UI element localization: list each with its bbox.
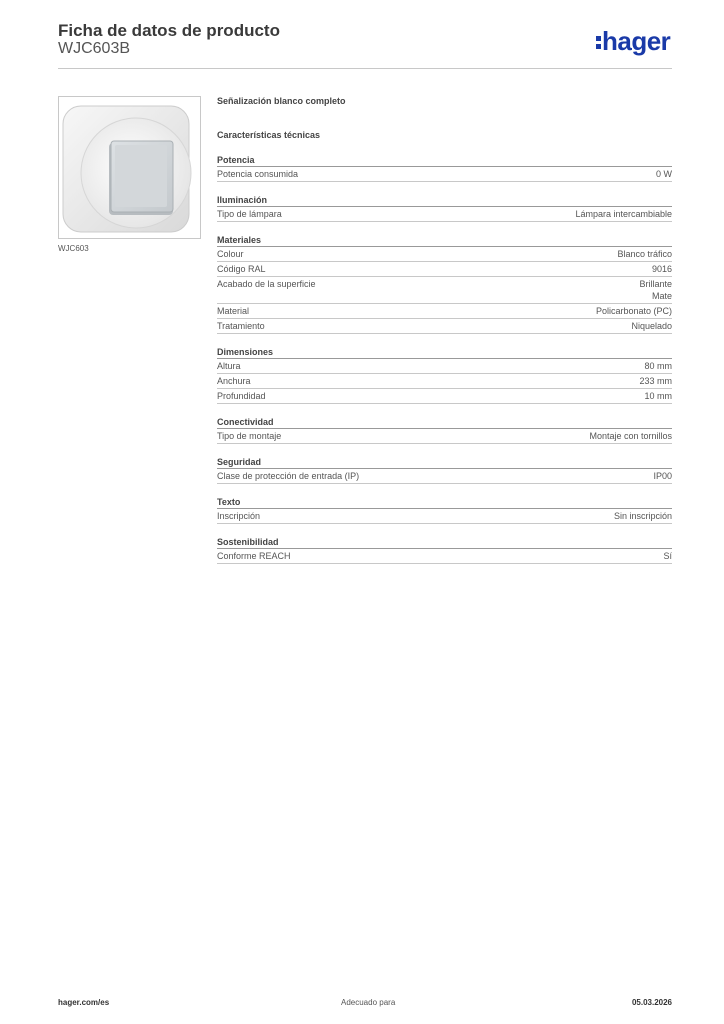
- spec-group-title: Seguridad: [217, 456, 672, 469]
- spec-label: Clase de protección de entrada (IP): [217, 471, 360, 481]
- spec-value-line: 9016: [651, 264, 672, 274]
- spec-label: Potencia consumida: [217, 169, 299, 179]
- spec-value-line: Brillante: [639, 279, 672, 289]
- spec-value-line: Policarbonato (PC): [595, 306, 672, 316]
- spec-value: [617, 248, 672, 260]
- spec-value: [631, 320, 672, 332]
- spec-group: [217, 536, 672, 564]
- footer-website: hager.com/es: [58, 998, 110, 1007]
- spec-value-line: IP00: [653, 471, 672, 481]
- spec-label: Tipo de montaje: [217, 431, 282, 441]
- product-image-caption: WJC603: [58, 244, 89, 253]
- spec-value-line: Blanco tráfico: [617, 249, 672, 259]
- spec-group: [217, 234, 672, 334]
- spec-group: [217, 346, 672, 404]
- spec-row: [217, 247, 672, 262]
- spec-row: [217, 167, 672, 182]
- spec-label: Conforme REACH: [217, 551, 291, 561]
- spec-value-line: 10 mm: [644, 391, 672, 401]
- spec-group-title: Materiales: [217, 234, 672, 247]
- spec-groups: [217, 154, 672, 564]
- spec-label: Colour: [217, 249, 244, 259]
- hager-logo: [596, 28, 670, 54]
- spec-value: [644, 390, 672, 402]
- spec-group-title: Sostenibilidad: [217, 536, 672, 549]
- spec-value: [653, 470, 672, 482]
- product-image: [59, 97, 200, 238]
- spec-value: [639, 375, 672, 387]
- logo-colon-mark: [596, 32, 601, 51]
- spec-value-line: 233 mm: [639, 376, 672, 386]
- footer-date: 05.03.2026: [631, 998, 672, 1007]
- spec-value-line: 0 W: [655, 169, 672, 179]
- spec-label: Altura: [217, 361, 241, 371]
- footer-note: Adecuado para: [341, 998, 396, 1007]
- spec-label: Código RAL: [217, 264, 266, 274]
- spec-group: [217, 456, 672, 484]
- spec-row: [217, 262, 672, 277]
- spec-value-line: 80 mm: [644, 361, 672, 371]
- spec-group-title: Potencia: [217, 154, 672, 167]
- spec-value: [652, 263, 672, 275]
- spec-value-line: Montaje con tornillos: [589, 431, 672, 441]
- spec-row: [217, 549, 672, 564]
- product-name: Señalización blanco completo: [217, 96, 346, 106]
- spec-value: [575, 208, 672, 220]
- spec-row: [217, 319, 672, 334]
- spec-value: [663, 550, 672, 562]
- spec-group-title: Texto: [217, 496, 672, 509]
- spec-group: [217, 194, 672, 222]
- spec-group-title: Dimensiones: [217, 346, 672, 359]
- spec-value-line: Sí: [663, 551, 672, 561]
- spec-row: [217, 469, 672, 484]
- spec-row: [217, 277, 672, 304]
- spec-row: [217, 429, 672, 444]
- spec-label: Acabado de la superficie: [217, 279, 316, 289]
- product-image-frame: [58, 96, 201, 239]
- spec-label: Tratamiento: [217, 321, 265, 331]
- spec-label: Tipo de lámpara: [217, 209, 282, 219]
- logo-wordmark: hager: [602, 26, 671, 56]
- spec-value: [639, 278, 672, 302]
- spec-row: [217, 389, 672, 404]
- spec-label: Anchura: [217, 376, 251, 386]
- spec-value-line: Mate: [651, 291, 672, 301]
- spec-group: [217, 496, 672, 524]
- section-heading: Características técnicas: [217, 130, 321, 140]
- spec-value: [614, 510, 672, 522]
- spec-value-line: Niquelado: [631, 321, 672, 331]
- spec-group: [217, 416, 672, 444]
- spec-label: Profundidad: [217, 391, 266, 401]
- spec-label: Inscripción: [217, 511, 261, 521]
- technical-specifications: [217, 94, 672, 564]
- spec-value: [656, 168, 672, 180]
- spec-group-title: Iluminación: [217, 194, 672, 207]
- spec-label: Material: [217, 306, 250, 316]
- spec-row: [217, 304, 672, 319]
- spec-value: [644, 360, 672, 372]
- product-reference: WJC603B: [58, 40, 131, 57]
- spec-group: [217, 154, 672, 182]
- spec-value-line: Lámpara intercambiable: [575, 209, 672, 219]
- spec-row: [217, 207, 672, 222]
- header-divider: [58, 68, 672, 69]
- document-title: Ficha de datos de producto: [58, 21, 280, 40]
- spec-value: [589, 430, 672, 442]
- spec-value: [596, 305, 672, 317]
- spec-row: [217, 374, 672, 389]
- spec-value-line: Sin inscripción: [613, 511, 672, 521]
- spec-row: [217, 509, 672, 524]
- spec-row: [217, 359, 672, 374]
- spec-group-title: Conectividad: [217, 416, 672, 429]
